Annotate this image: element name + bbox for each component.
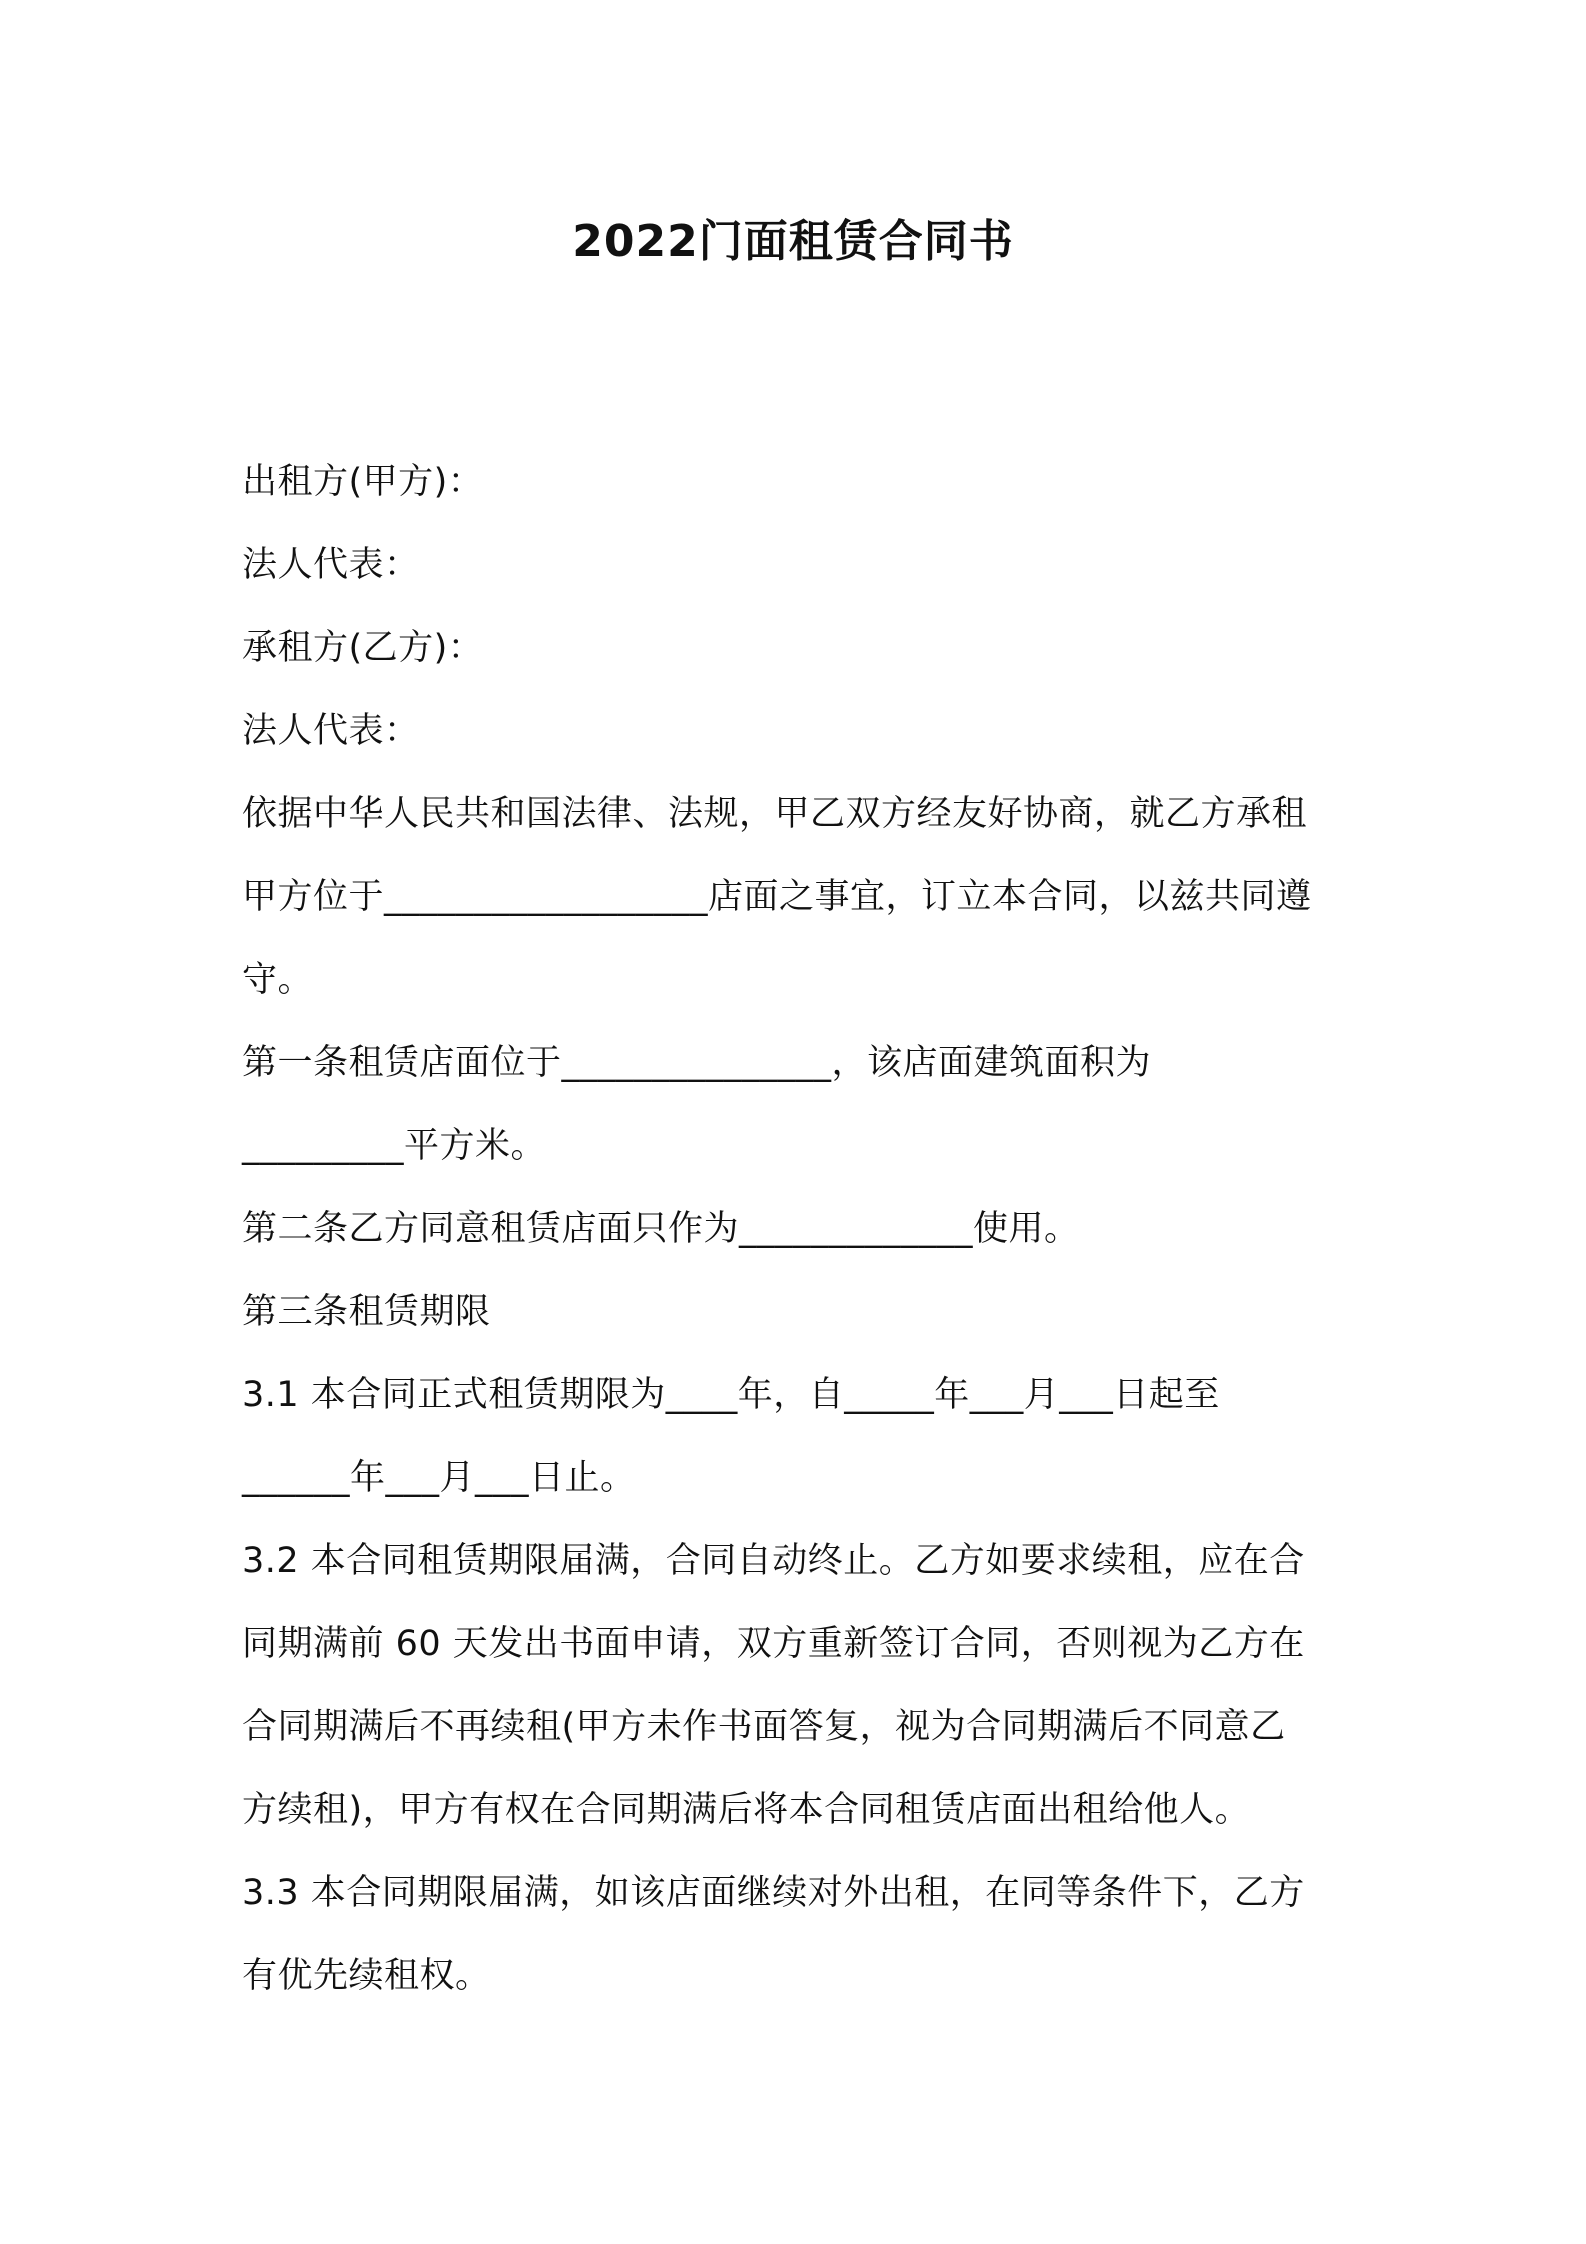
article-1-line-1: 第一条租赁店面位于_______________，该店面建筑面积为	[242, 1043, 1152, 1083]
lessee-legal-rep-label: 法人代表：	[242, 711, 420, 751]
clause-3-3-line-1: 3.3 本合同期限届满，如该店面继续对外出租，在同等条件下，乙方	[242, 1873, 1305, 1913]
article-2: 第二条乙方同意租赁店面只作为_____________使用。	[242, 1209, 1080, 1249]
lessor-legal-rep-label: 法人代表：	[242, 545, 420, 585]
preamble-line-2: 甲方位于__________________店面之事宜，订立本合同，以兹共同遵	[242, 877, 1312, 917]
clause-3-2-line-2: 同期满前 60 天发出书面申请，双方重新签订合同，否则视为乙方在	[242, 1624, 1305, 1664]
preamble-line-3: 守。	[242, 960, 314, 1000]
clause-3-1-line-1: 3.1 本合同正式租赁期限为____年，自_____年___月___日起至	[242, 1375, 1220, 1415]
article-1-line-2: _________平方米。	[242, 1126, 547, 1166]
lessor-label: 出租方(甲方)：	[242, 462, 484, 502]
clause-3-2-line-1: 3.2 本合同租赁期限届满，合同自动终止。乙方如要求续租，应在合	[242, 1541, 1305, 1581]
clause-3-1-line-2: ______年___月___日止。	[242, 1458, 636, 1498]
document-title: 2022门面租赁合同书	[572, 216, 1014, 267]
clause-3-2-line-3: 合同期满后不再续租(甲方未作书面答复，视为合同期满后不同意乙	[242, 1707, 1286, 1747]
lessee-label: 承租方(乙方)：	[242, 628, 484, 668]
clause-3-2-line-4: 方续租)，甲方有权在合同期满后将本合同租赁店面出租给他人。	[242, 1790, 1251, 1830]
preamble-line-1: 依据中华人民共和国法律、法规，甲乙双方经友好协商，就乙方承租	[242, 794, 1308, 834]
article-3-heading: 第三条租赁期限	[242, 1292, 491, 1332]
clause-3-3-line-2: 有优先续租权。	[242, 1956, 491, 1996]
